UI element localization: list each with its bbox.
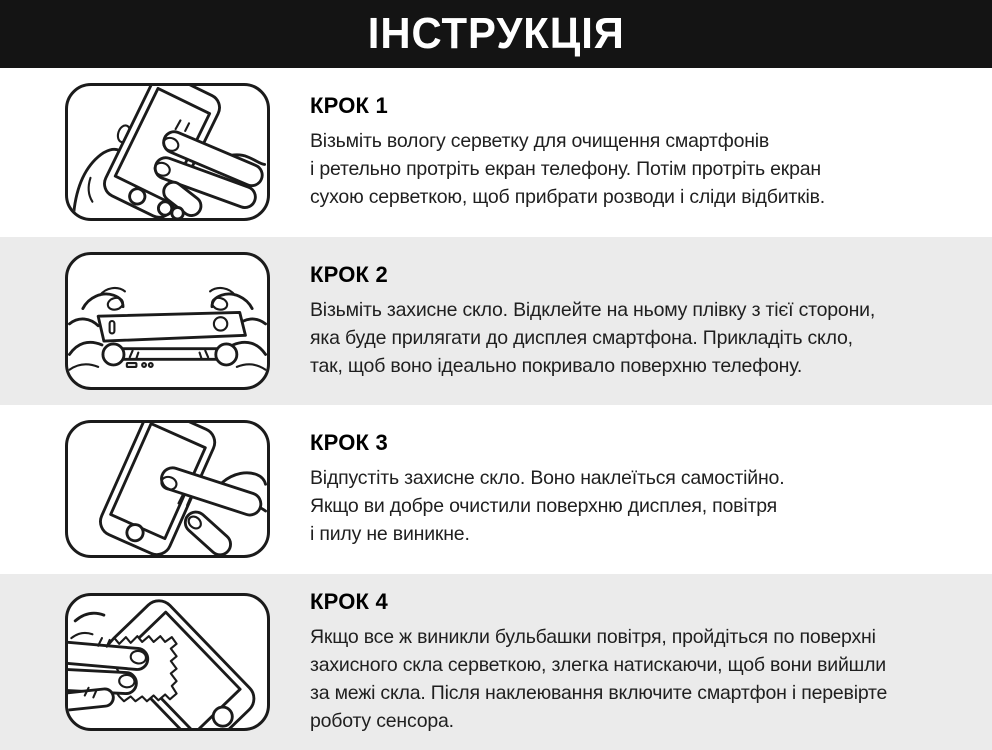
step-line: роботу сенсора. (310, 709, 454, 732)
step-line: захисного скла серветкою, злегка натискаючи, щоб вони вийшли (310, 653, 886, 676)
step-title: КРОК 4 (310, 588, 388, 614)
step-row-2 (0, 237, 992, 406)
step-line: за межі скла. Після наклеювання включите смартфон і перевірте (310, 681, 888, 704)
step-line: Візьміть вологу серветку для очищення смартфонів (310, 130, 770, 153)
header-bar (0, 0, 992, 68)
peel-film-icon (68, 255, 267, 387)
step-row-3 (0, 405, 992, 574)
step-row-4 (0, 574, 992, 750)
step-line: яка буде прилягати до дисплея смартфона. Прикладіть скло, (310, 326, 853, 349)
step-title: КРОК 1 (310, 93, 388, 119)
step4-figure-frame (65, 593, 270, 731)
clean-screen-icon (68, 86, 267, 218)
page-title: ІНСТРУКЦІЯ (367, 9, 625, 58)
step-line: Відпустіть захисне скло. Воно наклеїться самостійно. (310, 467, 785, 490)
step-line: Візьміть захисне скло. Відклейте на ньому плівку з тієї сторони, (310, 298, 876, 321)
step2-copy (310, 262, 875, 380)
step-line: сухою серветкою, щоб прибрати розводи і сліди відбитків. (310, 186, 825, 209)
step-title: КРОК 3 (310, 430, 388, 456)
apply-glass-icon (68, 423, 267, 555)
step3-figure-frame (65, 420, 270, 558)
step2-figure-frame (65, 252, 270, 390)
step1-copy (310, 93, 825, 211)
step-line: так, щоб воно ідеально покривало поверхню телефону. (310, 354, 803, 377)
step4-copy (310, 589, 887, 735)
step-row-1 (0, 68, 992, 237)
step-line: Якщо ви добре очистили поверхню дисплея, повітря (310, 495, 777, 518)
step-line: Якщо все ж виникли бульбашки повітря, пройдіться по поверхні (310, 625, 876, 648)
step-line: і пилу не виникне. (310, 523, 470, 546)
step-title: КРОК 2 (310, 261, 388, 287)
remove-bubbles-icon (68, 596, 267, 728)
step1-figure-frame (65, 83, 270, 221)
step-line: і ретельно протріть екран телефону. Потім протріть екран (310, 158, 821, 181)
step3-copy (310, 430, 784, 548)
